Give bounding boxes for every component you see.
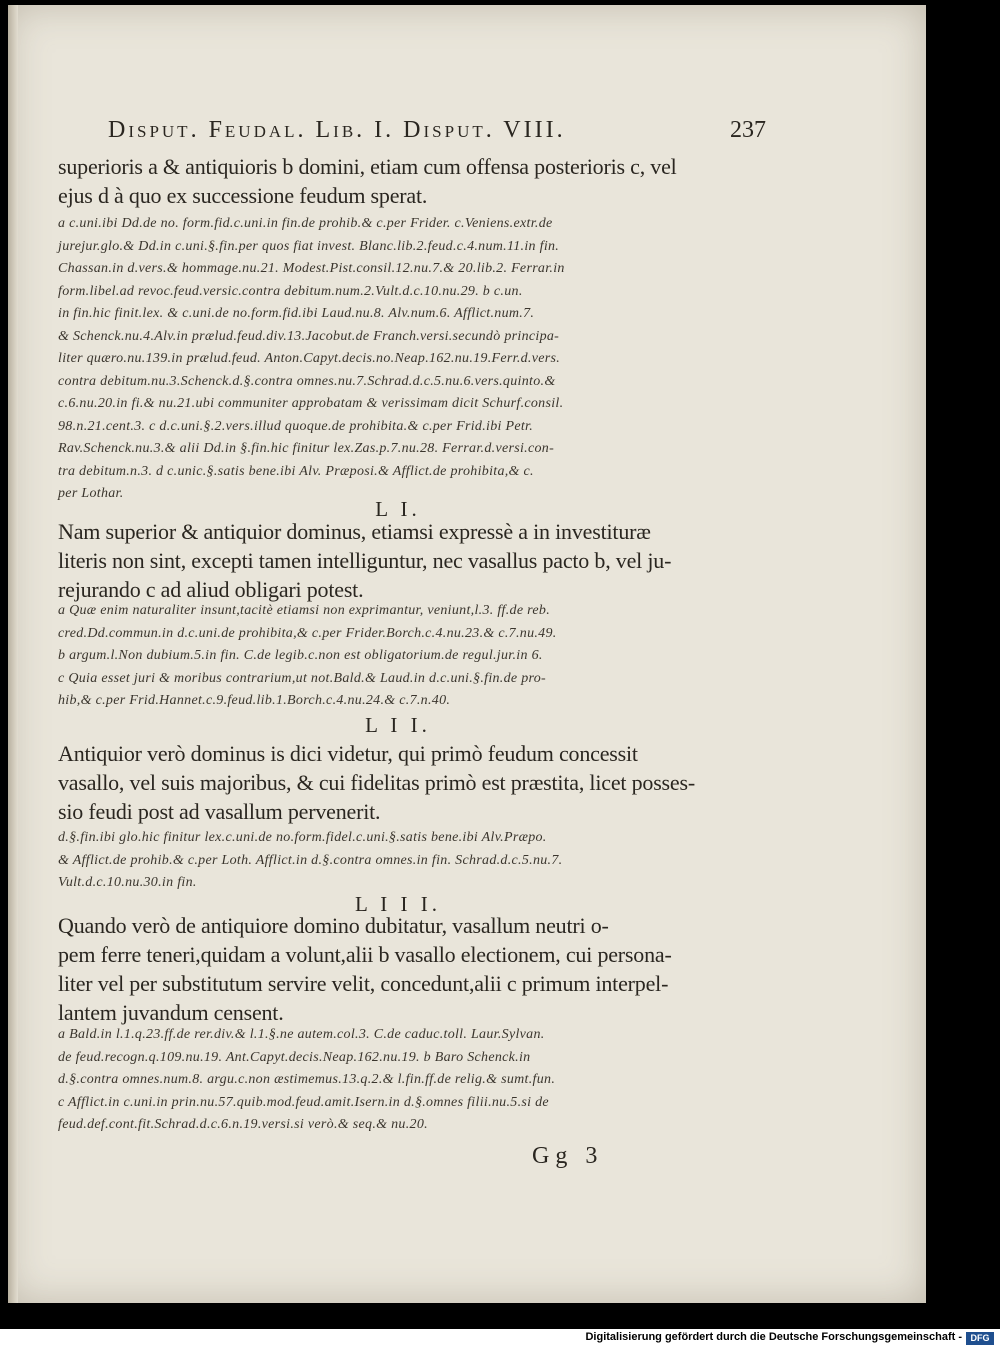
- note-line: form.libel.ad revoc.feud.versic.contra debitum.num.2.Vult.d.c.10.nu.29. b c.un.: [58, 283, 523, 299]
- note-line: tra debitum.n.3. d c.unic.§.satis bene.ibi Alv. Præposi.& Afflict.de prohibita,& c.: [58, 463, 534, 479]
- footer-bar: [0, 1329, 1000, 1349]
- note-line: de feud.recogn.q.109.nu.19. Ant.Capyt.decis.Neap.162.nu.19. b Baro Schenck.in: [58, 1049, 531, 1065]
- note-line: a Quæ enim naturaliter insunt,tacitè etiamsi non exprimantur, veniunt,l.3. ff.de reb.: [58, 603, 550, 618]
- note-line: 98.n.21.cent.3. c d.c.uni.§.2.vers.illud quoque.de prohibita.& c.per Frid.ibi Petr.: [58, 418, 534, 434]
- section-heading: L I I.: [365, 713, 431, 737]
- note-line: hib,& c.per Frid.Hannet.c.9.feud.lib.1.Borch.c.4.nu.24.& c.7.n.40.: [58, 693, 451, 708]
- note-line: in fin.hic finit.lex. & c.uni.de no.form.fid.ibi Laud.nu.8. Alv.num.6. Afflict.num.7.: [58, 306, 535, 321]
- note-line: d.§.fin.ibi glo.hic finitur lex.c.uni.de no.form.fidel.c.uni.§.satis bene.ibi Alv.Præpo.: [58, 830, 547, 845]
- intro-paragraph: [58, 152, 738, 210]
- page-number: 237: [730, 117, 766, 143]
- section-heading: L I I I.: [354, 892, 442, 916]
- note-line: jurejur.glo.& Dd.in c.uni.§.fin.per quos fiat invest. Blanc.lib.2.feud.c.4.num.11.in fin.: [58, 238, 560, 254]
- section-paragraph: [58, 517, 738, 604]
- note-line: Vult.d.c.10.nu.30.in fin.: [58, 875, 197, 890]
- running-head: [108, 117, 766, 144]
- note-line: c Quia esset juri & moribus contrarium,ut not.Bald.& Laud.in d.c.uni.§.fin.de pro-: [58, 670, 547, 686]
- note-line: feud.def.cont.fit.Schrad.d.c.6.n.19.versi.si verò.& seq.& nu.20.: [58, 1117, 428, 1132]
- funding-notice: Digitalisierung gefördert durch die Deutsche Forschungsgemeinschaft -: [585, 1331, 962, 1343]
- note-line: c.6.nu.20.in fi.& nu.21.ubi communiter approbatam & verissimam dicit Schurf.consil.: [58, 396, 564, 411]
- section-heading: L I.: [375, 497, 421, 521]
- note-line: Rav.Schenck.nu.3.& alii Dd.in §.fin.hic finitur lex.Zas.p.7.nu.28. Ferrar.d.versi.con-: [58, 441, 555, 456]
- note-line: c Afflict.in c.uni.in prin.nu.57.quib.mod.feud.amit.Isern.in d.§.omnes filii.nu.5.si de: [58, 1094, 549, 1110]
- signature-mark: Gg 3: [532, 1143, 604, 1169]
- dfg-logo: DFG: [966, 1332, 994, 1345]
- page-content: [8, 5, 926, 1303]
- note-line: per Lothar.: [58, 486, 124, 501]
- text-line: superioris a & antiquioris b domini, etiam cum offensa posterioris c, vel: [58, 154, 677, 179]
- note-line: cred.Dd.commun.in d.c.uni.de prohibita,& c.per Frider.Borch.c.4.nu.23.& c.7.nu.49.: [58, 625, 557, 641]
- note-line: a Bald.in l.1.q.23.ff.de rer.div.& l.1.§.ne autem.col.3. C.de caduc.toll. Laur.Sylvan.: [58, 1027, 545, 1042]
- section-notes: [58, 827, 738, 895]
- note-line: & Afflict.de prohib.& c.per Loth. Afflict.in d.§.contra omnes.in fin. Schrad.d.c.5.nu.7.: [58, 852, 563, 868]
- intro-notes: [58, 213, 738, 506]
- text-line: Antiquior verò dominus is dici videtur, qui primò feudum concessit: [58, 741, 638, 766]
- running-head-text: Disput. Feudal. Lib. I. Disput. VIII.: [108, 117, 566, 143]
- section-paragraph: [58, 911, 738, 1027]
- text-line: literis non sint, excepti tamen intelliguntur, nec vasallus pacto b, vel ju-: [58, 548, 672, 573]
- text-line: Nam superior & antiquior dominus, etiamsi expressè a in investituræ: [58, 519, 651, 544]
- text-line: ejus d à quo ex successione feudum sperat.: [58, 183, 428, 208]
- note-line: b argum.l.Non dubium.5.in fin. C.de legib.c.non est obligatorium.de regul.jur.in 6.: [58, 648, 543, 663]
- note-line: contra debitum.nu.3.Schenck.d.§.contra omnes.nu.7.Schrad.d.c.5.nu.6.vers.quinto.&: [58, 373, 556, 389]
- book-page: [8, 5, 926, 1303]
- text-line: lantem juvandum censent.: [58, 1000, 284, 1025]
- note-line: & Schenck.nu.4.Alv.in prælud.feud.div.13.Jacobut.de Franch.versi.secundò principa-: [58, 328, 560, 344]
- section-notes: [58, 600, 738, 713]
- text-line: liter vel per substitutum servire velit, concedunt,alii c primum interpel-: [58, 971, 669, 996]
- section-notes: [58, 1024, 738, 1137]
- text-line: vasallo, vel suis majoribus, & cui fidelitas primò est præstita, licet posses-: [58, 770, 695, 795]
- text-line: rejurando c ad aliud obligari potest.: [58, 577, 364, 602]
- text-line: sio feudi post ad vasallum pervenerit.: [58, 799, 381, 824]
- note-line: Chassan.in d.vers.& hommage.nu.21. Modest.Pist.consil.12.nu.7.& 20.lib.2. Ferrar.in: [58, 261, 565, 276]
- section-paragraph: [58, 739, 738, 826]
- note-line: d.§.contra omnes.num.8. argu.c.non æstimemus.13.q.2.& l.fin.ff.de relig.& sumt.fun.: [58, 1072, 556, 1087]
- text-line: Quando verò de antiquiore domino dubitatur, vasallum neutri o-: [58, 913, 609, 938]
- note-line: liter quæro.nu.139.in prælud.feud. Anton.Capyt.decis.no.Neap.162.nu.19.Ferr.d.vers.: [58, 351, 561, 366]
- note-line: a c.uni.ibi Dd.de no. form.fid.c.uni.in fin.de prohib.& c.per Frider. c.Veniens.extr.de: [58, 216, 553, 231]
- text-line: pem ferre teneri,quidam a volunt,alii b vasallo electionem, cui persona-: [58, 942, 672, 967]
